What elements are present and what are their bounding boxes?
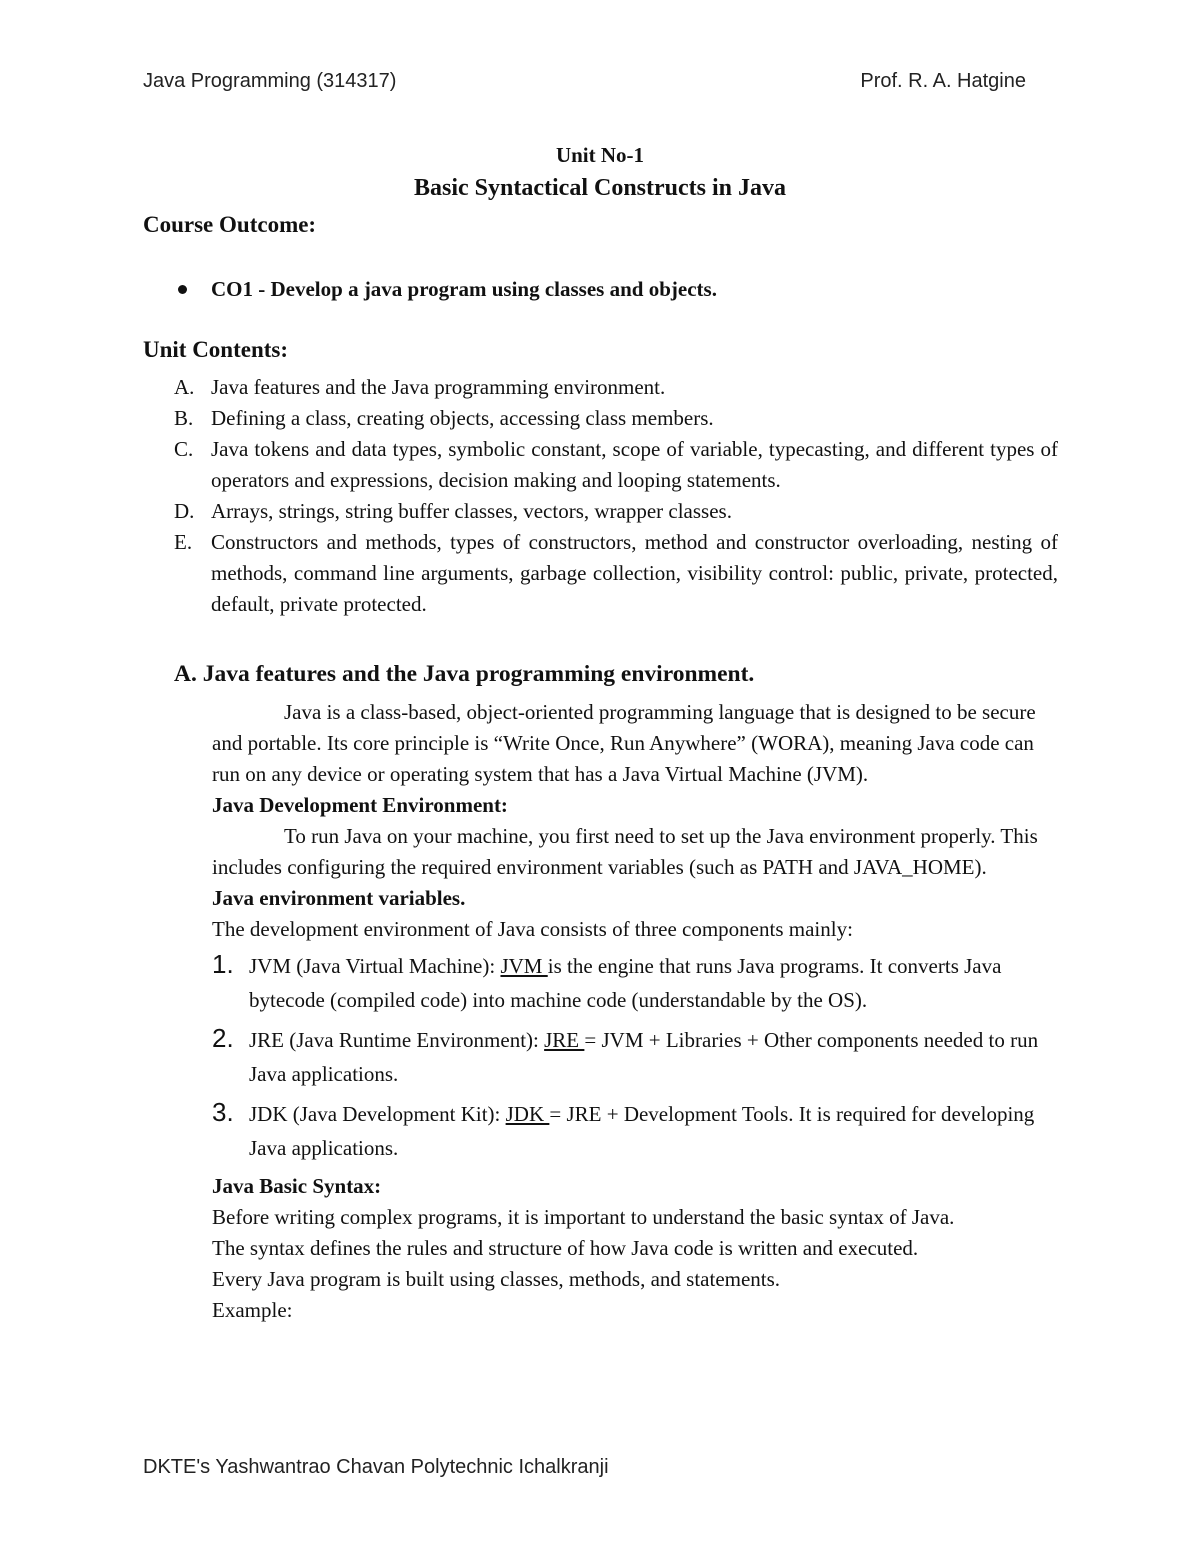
header-author: Prof. R. A. Hatgine xyxy=(860,70,1026,92)
list-item xyxy=(174,527,1058,620)
components-list xyxy=(212,949,1062,1165)
list-item-text: Java features and the Java programming environment. xyxy=(211,375,666,399)
basic-syntax-heading: Java Basic Syntax: xyxy=(212,1174,382,1198)
course-outcome-item xyxy=(178,277,717,302)
list-item-text xyxy=(249,1023,1062,1091)
list-item xyxy=(212,949,1062,1017)
list-item-letter: D. xyxy=(174,499,195,523)
dev-env-heading: Java Development Environment: xyxy=(212,793,508,817)
list-item-text: Arrays, strings, string buffer classes, vectors, wrapper classes. xyxy=(211,499,732,523)
basic-syntax-line: Before writing complex programs, it is important to understand the basic syntax of Java. xyxy=(212,1205,955,1229)
page-footer: DKTE's Yashwantrao Chavan Polytechnic Ichalkranji xyxy=(143,1456,609,1478)
unit-contents-heading: Unit Contents: xyxy=(143,337,289,362)
header-course: Java Programming (314317) xyxy=(143,70,397,92)
list-item xyxy=(174,403,1058,434)
component-link: JRE xyxy=(544,1028,585,1052)
list-item xyxy=(212,1023,1062,1091)
component-link: JDK xyxy=(505,1102,550,1126)
page-header xyxy=(143,70,1026,93)
component-description: = JRE + Development Tools. It is required for developing Java applications. xyxy=(249,1102,1035,1160)
env-vars-heading: Java environment variables. xyxy=(212,886,466,910)
list-item-text: Java tokens and data types, symbolic constant, scope of variable, typecasting, and different types of operators and expressions, decision making and looping statements. xyxy=(211,437,1058,492)
list-item-letter: B. xyxy=(174,406,194,430)
dev-env-paragraph: To run Java on your machine, you first need to set up the Java environment properly. This includes configuring the required environment variables (such as PATH and JAVA_HOME). xyxy=(212,824,1038,879)
section-a-heading: A. Java features and the Java programming environment. xyxy=(174,661,755,687)
list-item-number: 1. xyxy=(212,949,234,979)
list-item-letter: A. xyxy=(174,375,195,399)
unit-contents-list xyxy=(174,372,1058,620)
list-item-text xyxy=(249,949,1062,1017)
env-vars-paragraph: The development environment of Java consists of three components mainly: xyxy=(212,917,853,941)
list-item-number: 2. xyxy=(212,1023,234,1053)
bullet-icon xyxy=(178,285,187,294)
list-item-letter: E. xyxy=(174,530,193,554)
component-description: is the engine that runs Java programs. It converts Java bytecode (compiled code) into machine code (understandable by the OS). xyxy=(249,954,1002,1012)
list-item-text: Constructors and methods, types of constructors, method and constructor overloading, nesting of methods, command line arguments, garbage collection, visibility control: public, private, protected, default, private protected. xyxy=(211,530,1058,616)
list-item-text xyxy=(249,1097,1062,1165)
list-item-text: Defining a class, creating objects, accessing class members. xyxy=(211,406,714,430)
component-description: = JVM + Libraries + Other components needed to run Java applications. xyxy=(249,1028,1039,1086)
list-item-letter: C. xyxy=(174,437,194,461)
example-label: Example: xyxy=(212,1298,293,1322)
basic-syntax-line: The syntax defines the rules and structure of how Java code is written and executed. xyxy=(212,1236,919,1260)
unit-number: Unit No-1 xyxy=(555,143,645,167)
section-a-body xyxy=(212,697,1062,1326)
intro-paragraph: Java is a class-based, object-oriented programming language that is designed to be secure and portable. Its core principle is “Write Once, Run Anywhere” (WORA), meaning Java code can run on any device or operating system that has a Java Virtual Machine (JVM). xyxy=(212,700,1036,786)
course-outcome-text: CO1 - Develop a java program using classes and objects. xyxy=(211,277,717,301)
course-outcome-heading: Course Outcome: xyxy=(143,212,317,237)
list-item xyxy=(174,496,1058,527)
list-item xyxy=(212,1097,1062,1165)
component-name: JRE (Java Runtime Environment): xyxy=(249,1028,545,1052)
component-name: JVM (Java Virtual Machine): xyxy=(249,954,501,978)
component-link: JVM xyxy=(500,954,548,978)
basic-syntax-line: Every Java program is built using classes, methods, and statements. xyxy=(212,1267,781,1291)
unit-title: Basic Syntactical Constructs in Java xyxy=(414,175,786,201)
component-name: JDK (Java Development Kit): xyxy=(249,1102,506,1126)
list-item xyxy=(174,434,1058,496)
list-item-number: 3. xyxy=(212,1097,234,1127)
list-item xyxy=(174,372,1058,403)
